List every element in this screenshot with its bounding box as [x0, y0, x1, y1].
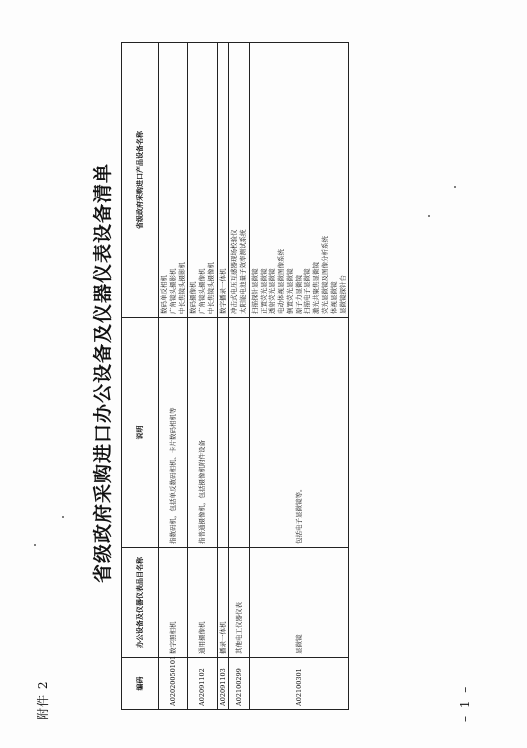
product-item: 显微镜探针台	[338, 275, 347, 314]
column-header-import-products: 省级政府采购进口产品设备名称	[122, 43, 159, 318]
product-item: 数字播录一体机	[218, 268, 227, 314]
row-code: A02091103	[217, 658, 229, 710]
row-code: A02100301	[249, 658, 348, 710]
product-item: 体视显微镜	[329, 281, 338, 314]
product-item: 激光共聚焦显微镜	[312, 262, 321, 314]
row-code: A02091102	[188, 658, 217, 710]
page-number: – 1 –	[458, 684, 472, 722]
document-title: 省级政府采购进口办公设备及仪器仪表设备清单	[92, 163, 114, 584]
product-item: 广角镜头摄影机	[168, 268, 177, 314]
table-row	[249, 43, 348, 710]
table-row	[229, 43, 250, 710]
row-category-name: 通用摄像机	[188, 548, 217, 658]
product-item: 正置荧光显微镜	[259, 268, 268, 314]
product-item: 数码单反相机	[160, 275, 168, 314]
table-row	[159, 43, 188, 710]
product-item: 数码摄像机	[189, 281, 198, 314]
attachment-label: 附件 2	[36, 680, 50, 720]
table-header	[122, 43, 159, 710]
product-item: 中长焦镜头摄影机	[177, 262, 186, 314]
table-body	[159, 43, 349, 710]
row-products	[249, 43, 348, 318]
row-code: A02020050101	[159, 658, 188, 710]
scan-speck	[62, 516, 64, 518]
row-products	[188, 43, 217, 318]
product-item: 扫描探针显微镜	[250, 268, 259, 314]
column-header-description: 说明	[122, 318, 159, 548]
product-item: 广角镜头摄像机	[198, 268, 207, 314]
equipment-catalog-table	[121, 42, 349, 710]
row-products	[159, 43, 188, 318]
product-item: 中长焦镜头摄像机	[206, 262, 215, 314]
row-category-name: 播录一体机	[217, 548, 229, 658]
row-description	[217, 318, 229, 548]
product-item: 荧光显微镜及图像分析系统	[321, 236, 330, 314]
product-item: 电动体视显微图像系统	[277, 249, 286, 314]
row-category-name: 数字照相机	[159, 548, 188, 658]
table-row	[188, 43, 217, 710]
scan-speck	[34, 544, 36, 546]
scan-speck	[428, 215, 430, 217]
row-products	[217, 43, 229, 318]
table-header-row	[122, 43, 159, 710]
product-item: 冲击式电压互感器现场校验仪	[230, 229, 239, 314]
row-description	[229, 318, 250, 548]
row-code: A02100299	[229, 658, 250, 710]
row-category-name: 其他电工仪器仪表	[229, 548, 250, 658]
column-header-category-name: 办公设备及仪器仪表品目名称	[122, 548, 159, 658]
product-item: 透射荧光显微镜	[268, 268, 277, 314]
product-item: 倒置荧光显微镜	[285, 268, 294, 314]
row-products	[229, 43, 250, 318]
row-description: 指数码机，包括单反数码相机、卡片数码相机等	[159, 318, 188, 548]
row-description: 指普通摄像机，包括摄像机附件设备	[188, 318, 217, 548]
scan-speck	[454, 186, 456, 188]
product-item: 扫描电子显微镜	[303, 268, 312, 314]
table-row	[217, 43, 229, 710]
row-description: 包括电子显微镜等。	[249, 318, 348, 548]
product-item: 太阳能电池量子效率测试系统	[239, 229, 248, 314]
column-header-code: 编码	[122, 658, 159, 710]
product-item: 原子力显微镜	[294, 275, 303, 314]
row-category-name: 显微镜	[249, 548, 348, 658]
